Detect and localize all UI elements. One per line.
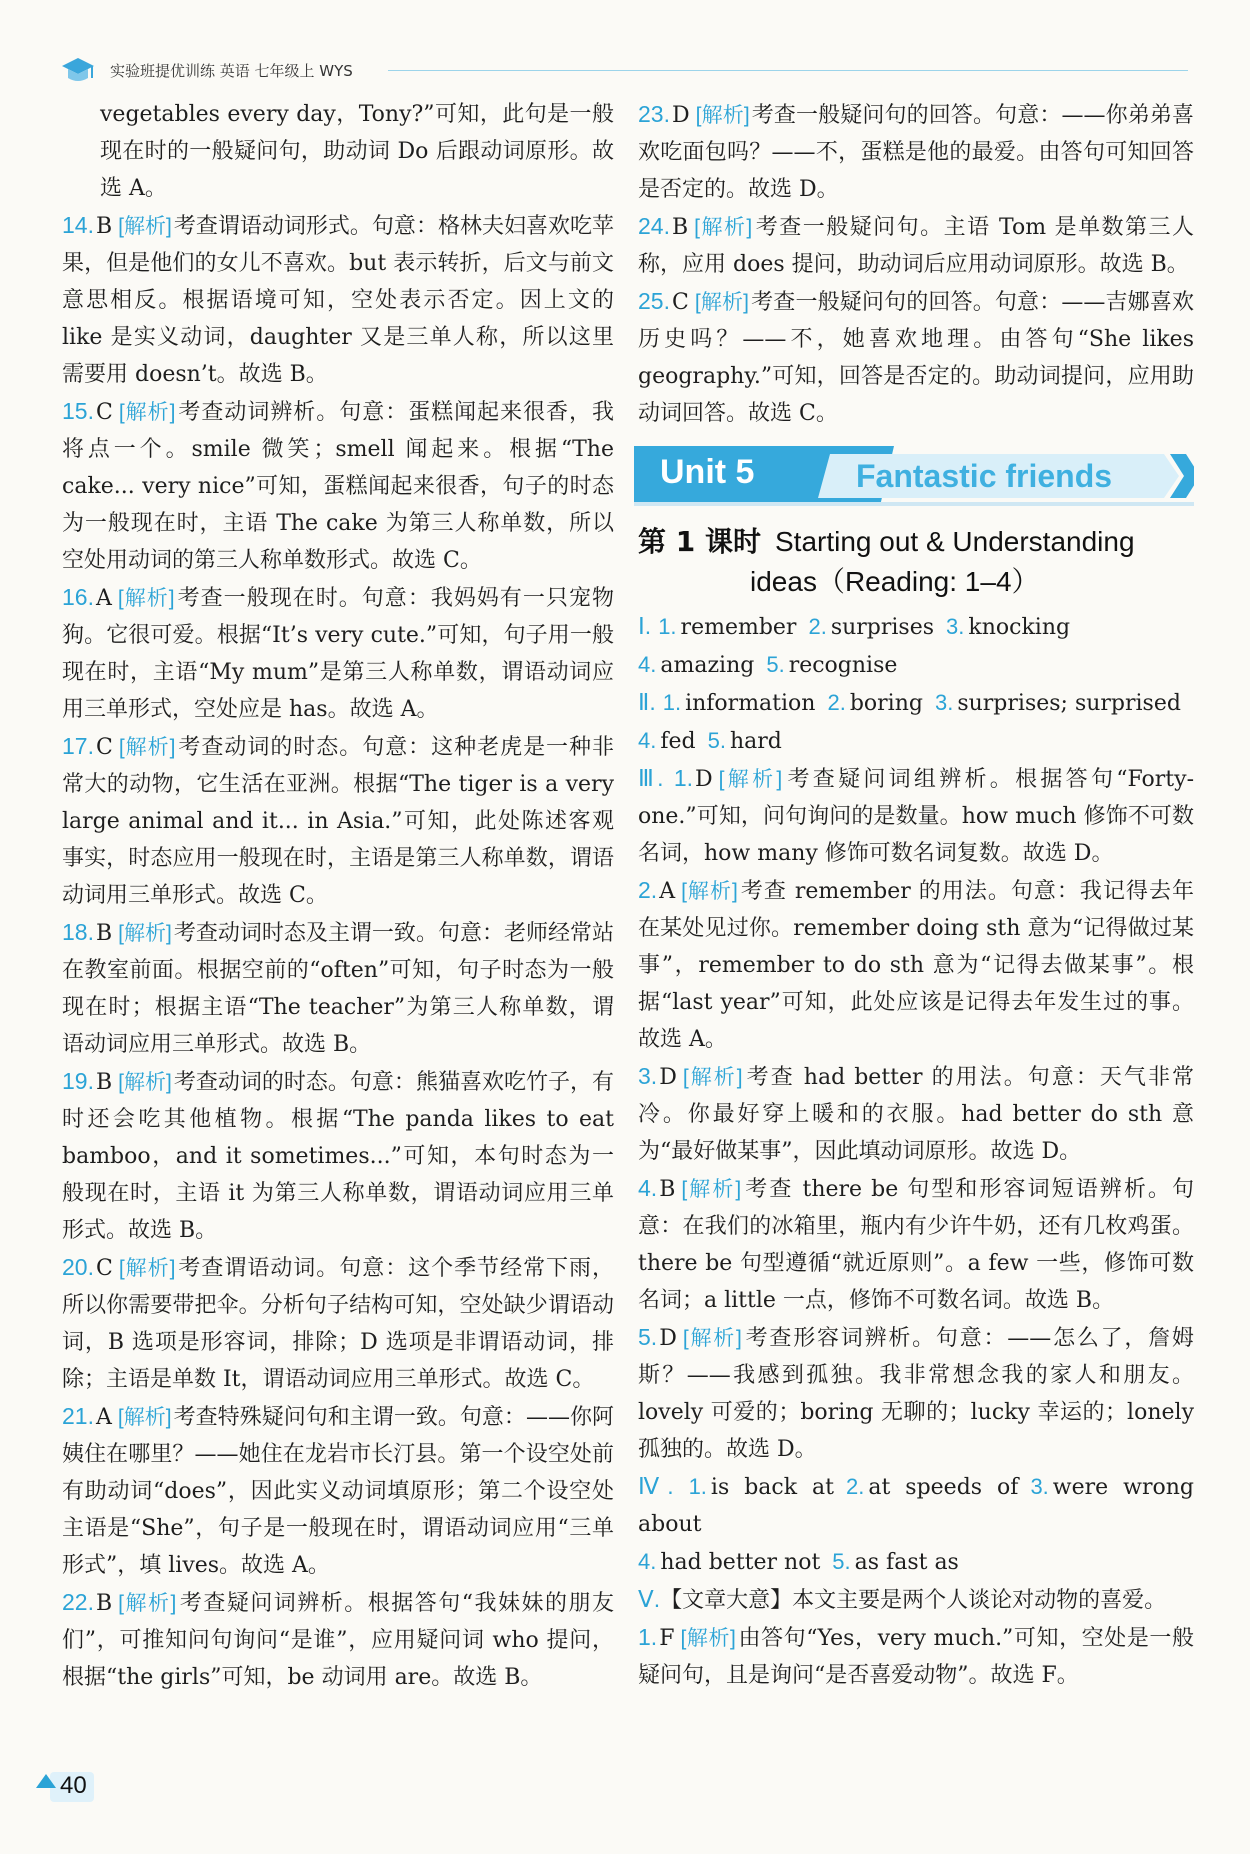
answer-letter: C	[95, 1256, 113, 1281]
item-number: 15.	[62, 398, 94, 424]
word-answer	[663, 691, 816, 716]
item-number: 3.	[1030, 1474, 1049, 1499]
section-label: Ⅴ.	[638, 1586, 661, 1612]
section-label: Ⅱ.	[638, 689, 656, 715]
answer-letter: D	[659, 1326, 677, 1351]
item-number: 23.	[638, 101, 670, 127]
analysis-tag: [解析]	[681, 880, 738, 903]
word-answer	[766, 653, 897, 678]
continued-text: vegetables every day，Tony?”可知，此句是一般现在时的一般疑问句，助动词 Do 后跟动词原形。故选 A。	[100, 102, 614, 201]
answer-item	[638, 96, 1194, 208]
item-number: 2.	[827, 690, 846, 715]
word-answer	[708, 729, 782, 754]
answer-letter: A	[95, 586, 112, 611]
page-header	[58, 54, 1188, 88]
main-idea-tag: 【文章大意】	[660, 1588, 793, 1613]
lesson-label: 第 1 课时	[638, 525, 761, 558]
up-arrow-icon	[36, 1774, 56, 1788]
answer-item	[62, 1584, 614, 1696]
item-number: 2.	[808, 614, 827, 639]
answer-letter: B	[671, 215, 689, 240]
answer-item	[638, 208, 1194, 283]
item-number: 22.	[62, 1589, 94, 1615]
word-answer	[832, 1550, 959, 1575]
item-number: 4.	[638, 1549, 657, 1574]
analysis-text: 考查一般疑问句的回答。句意：——吉娜喜欢历史吗？——不，她喜欢地理。由答句“She likes geography.”可知，回答是否定的。助动词提问，应用助动词回答。故选 C。	[638, 290, 1194, 426]
analysis-text: 考查疑问词辨析。根据答句“我妹妹的朋友们”，可推知问句询问“是谁”，应用疑问词 who 提问，根据“the girls”可知，be 动词用 are。故选 B。	[62, 1591, 615, 1690]
analysis-tag: [解析]	[694, 216, 753, 239]
answer-item	[62, 207, 614, 393]
unit-label: Unit 5	[660, 453, 755, 491]
answer-letter: D	[695, 767, 713, 792]
answer-letter: C	[95, 400, 113, 425]
item-number: 3.	[946, 614, 965, 639]
item-number: 20.	[62, 1254, 94, 1280]
word-answer	[935, 691, 1181, 716]
answer-word: surprises; surprised	[957, 691, 1181, 716]
word-answer	[808, 615, 934, 640]
answer-word: were wrong about	[638, 1475, 1194, 1537]
answer-word: knocking	[968, 615, 1071, 640]
word-answer	[638, 1550, 820, 1575]
answer-word: remember	[680, 615, 797, 640]
item-number: 5.	[832, 1549, 851, 1574]
section-label: Ⅰ.	[638, 613, 652, 639]
graduation-cap-icon	[58, 54, 98, 88]
analysis-tag: [解析]	[681, 1178, 742, 1201]
answer-letter: B	[95, 1070, 113, 1095]
item-number: 1.	[658, 614, 677, 639]
answer-word: surprises	[830, 615, 935, 640]
word-answers-line	[638, 1468, 1194, 1543]
page-number	[36, 1766, 98, 1806]
answer-item	[62, 1398, 614, 1584]
word-answers-line	[638, 646, 1194, 684]
analysis-tag: [解析]	[117, 1406, 172, 1429]
answer-item	[638, 1619, 1194, 1694]
item-number: 5.	[707, 728, 726, 753]
item-number: 1.	[688, 1474, 707, 1499]
item-number: 16.	[62, 584, 94, 610]
item-number: 1.	[662, 690, 682, 715]
word-answers-line	[638, 722, 1194, 760]
analysis-tag: [解析]	[682, 1327, 742, 1350]
analysis-tag: [解析]	[718, 768, 783, 791]
analysis-tag: [解析]	[680, 1627, 736, 1650]
answer-word: at speeds of	[868, 1475, 1019, 1500]
answer-letter: B	[95, 214, 113, 239]
word-answers-line	[638, 684, 1194, 722]
answer-word: is back at	[710, 1475, 834, 1500]
left-column	[62, 96, 614, 1696]
word-answer	[846, 1475, 1018, 1500]
answer-item	[638, 1058, 1194, 1170]
answer-letter: C	[95, 735, 113, 760]
analysis-text: 考查动词辨析。句意：蛋糕闻起来很香，我将点一个。smile 微笑；smell 闻起来。根据“The cake... very nice”可知，蛋糕闻起来很香，句子的时态为一般现在时，主语 The cake 为第三人称单数，所以空处用动词的第三人称单数形式。故选 C。	[62, 400, 614, 573]
analysis-text: 考查谓语动词形式。句意：格林夫妇喜欢吃苹果，但是他们的女儿不喜欢。but 表示转折，后文与前文意思相反。根据语境可知，空处表示否定。因上文的 like 是实义动词，daughter 又是三单人称，所以这里需要用 doesn’t。故选 B。	[62, 214, 614, 387]
answer-item	[62, 1249, 614, 1398]
answer-letter: A	[659, 879, 676, 904]
unit-subtitle: Fantastic friends	[856, 458, 1113, 494]
answer-item	[638, 283, 1194, 432]
word-answer	[658, 615, 796, 640]
answer-word: amazing	[660, 653, 755, 678]
analysis-tag: [解析]	[118, 922, 172, 945]
analysis-text: 考查谓语动词。句意：这个季节经常下雨，所以你需要带把伞。分析句子结构可知，空处缺少谓语动词，B 选项是形容词，排除；D 选项是非谓语动词，排除；主语是单数 It，谓语动词应用三单形式。故选 C。	[62, 1256, 614, 1392]
word-answer	[689, 1475, 834, 1500]
analysis-text: 考查动词时态及主谓一致。句意：老师经常站在教室前面。根据空前的“often”可知，句子时态为一般现在时；根据主语“The teacher”为第三人称单数，谓语动词应用三单形式。故选 B。	[62, 921, 614, 1057]
lesson-title-line2: ideas（Reading: 1–4）	[750, 566, 1040, 597]
word-answer	[946, 615, 1070, 640]
book-title: 实验班提优训练 英语 七年级上 WYS	[110, 62, 353, 80]
answer-word: boring	[849, 691, 923, 716]
item-number: 24.	[638, 213, 670, 239]
item-number: 4.	[638, 728, 657, 753]
item-number: 4.	[638, 1175, 658, 1201]
answer-letter: B	[95, 1591, 113, 1616]
answer-item	[62, 579, 614, 728]
item-number: 3.	[638, 1063, 658, 1089]
answer-word: recognise	[788, 653, 898, 678]
item-number: 4.	[638, 652, 657, 677]
item-number: 5.	[638, 1324, 658, 1350]
analysis-tag: [解析]	[682, 1066, 743, 1089]
item-number: 14.	[62, 212, 94, 238]
answer-item	[638, 872, 1194, 1058]
item-number: 25.	[638, 288, 670, 314]
answer-item	[62, 914, 614, 1063]
analysis-tag: [解析]	[118, 736, 176, 759]
answer-item	[638, 760, 1194, 872]
analysis-tag: [解析]	[118, 1592, 177, 1615]
answer-item	[62, 393, 614, 579]
analysis-text: 考查 there be 句型和形容词短语辨析。句意：在我们的冰箱里，瓶内有少许牛奶，还有几枚鸡蛋。there be 句型遵循“就近原则”。a few 一些，修饰可数名词；a little 一点，修饰不可数名词。故选 B。	[638, 1177, 1194, 1313]
word-answers-line	[638, 1543, 1194, 1581]
section-label: Ⅲ.	[638, 765, 664, 791]
analysis-tag: [解析]	[118, 401, 176, 424]
answer-letter: F	[659, 1626, 675, 1651]
main-idea-text: 本文主要是两个人谈论对动物的喜爱。	[792, 1588, 1167, 1613]
answer-word: had better not	[660, 1550, 821, 1575]
right-column	[638, 96, 1194, 1694]
lesson-title-line1: Starting out & Understanding	[774, 526, 1135, 557]
answer-item	[638, 1319, 1194, 1468]
analysis-tag: [解析]	[118, 1257, 176, 1280]
analysis-text: 考查一般疑问句的回答。句意：——你弟弟喜欢吃面包吗？——不，蛋糕是他的最爱。由答句可知回答是否定的。故选 D。	[638, 103, 1194, 202]
answer-word: as fast as	[854, 1550, 959, 1575]
item-number: 2.	[846, 1474, 865, 1499]
item-number: 17.	[62, 733, 94, 759]
answer-word: fed	[660, 729, 696, 754]
main-idea	[638, 1581, 1194, 1619]
word-answer	[638, 729, 696, 754]
word-answers-line	[638, 608, 1194, 646]
analysis-text: 考查 had better 的用法。句意：天气非常冷。你最好穿上暖和的衣服。had better do sth 意为“最好做某事”，因此填动词原形。故选 D。	[638, 1065, 1195, 1164]
answer-item	[62, 728, 614, 914]
item-number: 3.	[934, 690, 954, 715]
analysis-text: 考查 remember 的用法。句意：我记得去年在某处见过你。remember doing sth 意为“记得做过某事”，remember to do sth 意为“记得去做某事”。根据“last year”可知，此处应该是记得去年发生过的事。故选 A。	[638, 879, 1194, 1052]
analysis-text: 考查形容词辨析。句意：——怎么了，詹姆斯？——我感到孤独。我非常想念我的家人和朋友。lovely 可爱的；boring 无聊的；lucky 幸运的；lonely 孤独的。故选 D。	[638, 1326, 1194, 1462]
analysis-tag: [解析]	[694, 291, 749, 314]
answer-letter: D	[659, 1065, 677, 1090]
item-number: 1.	[638, 1624, 658, 1650]
analysis-text: 考查一般现在时。句意：我妈妈有一只宠物狗。它很可爱。根据“It’s very cute.”可知，句子用一般现在时，主语“My mum”是第三人称单数，谓语动词应用三单形式，空处应是 has。故选 A。	[62, 586, 614, 722]
answer-word: information	[685, 691, 816, 716]
item-number: 21.	[62, 1403, 94, 1429]
analysis-tag: [解析]	[695, 104, 750, 127]
header-rule	[388, 70, 1188, 71]
analysis-text: 考查特殊疑问句和主谓一致。句意：——你阿姨住在哪里？——她住在龙岩市长汀县。第一个设空处前有助动词“does”，因此实义动词填原形；第二个设空处主语是“She”，句子是一般现在时，谓语动词应用“三单形式”，填 lives。故选 A。	[62, 1405, 614, 1578]
answer-letter: D	[671, 103, 690, 128]
item-number: 2.	[638, 877, 658, 903]
word-answer	[827, 691, 923, 716]
analysis-tag: [解析]	[118, 1071, 172, 1094]
item-number: 18.	[62, 919, 94, 945]
item-number: 5.	[766, 652, 785, 677]
analysis-text: 考查疑问词组辨析。根据答句“Forty-one.”可知，问句询问的是数量。how much 修饰不可数名词，how many 修饰可数名词复数。故选 D。	[638, 767, 1195, 866]
section-label: Ⅳ.	[638, 1473, 674, 1499]
answer-item	[638, 1170, 1194, 1319]
lesson-heading	[638, 522, 1194, 602]
analysis-tag: [解析]	[117, 587, 175, 610]
item-number: 1.	[673, 765, 694, 791]
word-answer	[638, 653, 754, 678]
item-number: 19.	[62, 1068, 94, 1094]
answer-item	[62, 1063, 614, 1249]
analysis-text: 考查一般疑问句。主语 Tom 是单数第三人称，应用 does 提问，助动词后应用动词原形。故选 B。	[638, 215, 1195, 277]
answer-letter: C	[671, 290, 689, 315]
analysis-tag: [解析]	[118, 215, 172, 238]
answer-letter: A	[95, 1405, 112, 1430]
answer-letter: B	[95, 921, 113, 946]
answer-word: hard	[729, 729, 782, 754]
analysis-text: 考查动词的时态。句意：这种老虎是一种非常大的动物，它生活在亚洲。根据“The tiger is a very large animal and it... in Asia.”可知，此处陈述客观事实，时态应用一般现在时，主语是第三人称单数，谓语动词用三单形式。故选 C。	[62, 735, 614, 908]
analysis-text: 由答句“Yes，very much.”可知，空处是一般疑问句，且是询问“是否喜爱动物”。故选 F。	[638, 1626, 1194, 1688]
analysis-text: 考查动词的时态。句意：熊猫喜欢吃竹子，有时还会吃其他植物。根据“The panda likes to eat bamboo，and it sometimes...”可知，本句时态为一般现在时，主语 it 为第三人称单数，谓语动词应用三单形式。故选 B。	[62, 1070, 614, 1243]
answer-letter: B	[659, 1177, 676, 1202]
page-number-text: 40	[60, 1772, 87, 1799]
unit-banner	[634, 444, 1194, 508]
